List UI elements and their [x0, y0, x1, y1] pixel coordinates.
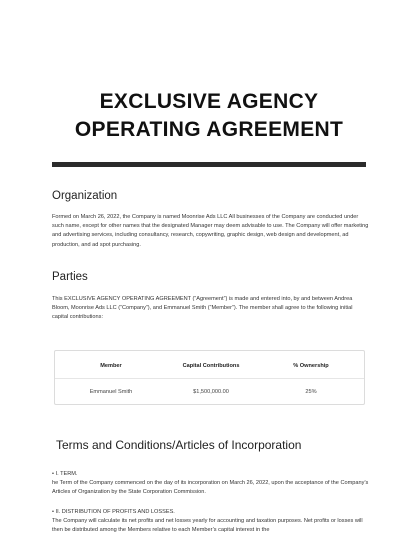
table-cell-capital: $1,500,000.00: [193, 389, 229, 395]
table-header-ownership: % Ownership: [293, 363, 329, 369]
terms-heading: Terms and Conditions/Articles of Incorporation: [56, 438, 302, 452]
table-header-capital-contributions: Capital Contributions: [182, 363, 240, 369]
capital-contributions-table: [54, 350, 365, 405]
table-cell-member: Emmanuel Smith: [89, 389, 133, 395]
document-title: [0, 88, 418, 144]
table-cell-ownership: 25%: [305, 389, 317, 395]
term-item-body: he Term of the Company commenced on the day of its incorporation on March 26, 2022, upon the acceptance of the Company’s Articles of Organization by the State Corporation Commission.: [52, 480, 369, 496]
term-item-label: • I. TERM.: [52, 471, 78, 477]
parties-paragraph: This EXCLUSIVE AGENCY OPERATING AGREEMENT (“Agreement”) is made and entered into, by and between Andrea Bloom, Moonrise Ads LLC (“Company”), and Emmanuel Smith (“Member”). The member shall agree to the following initial capital contributions:: [52, 296, 353, 321]
term-item-term: [52, 470, 372, 498]
term-item-body: The Company will calculate its net profits and net losses yearly for accounting and taxation purposes. Net profits or losses will then be distributed among the Members relative to each Member’s capital interest in the: [52, 518, 363, 534]
parties-heading: Parties: [52, 271, 88, 283]
table-row-divider: [55, 378, 364, 379]
term-item-distribution: [52, 508, 372, 536]
title-divider: [52, 162, 366, 167]
term-item-label: • II. DISTRIBUTION OF PROFITS AND LOSSES.: [52, 509, 175, 515]
document-title-line-2: OPERATING AGREEMENT: [74, 118, 344, 141]
table-header-member: Member: [100, 363, 122, 369]
organization-paragraph: Formed on March 26, 2022, the Company is named Moonrise Ads LLC All businesses of the Company are conducted under such name, except for other names that the designated Manager may deem advisable to use. The Company will offer marketing and advertising services, including consultancy, research, copywriting, graphic design, web design and development, ad production, and ad spot purchasing.: [52, 214, 369, 248]
organization-heading: Organization: [52, 190, 118, 202]
document-title-line-1: EXCLUSIVE AGENCY: [99, 90, 319, 113]
